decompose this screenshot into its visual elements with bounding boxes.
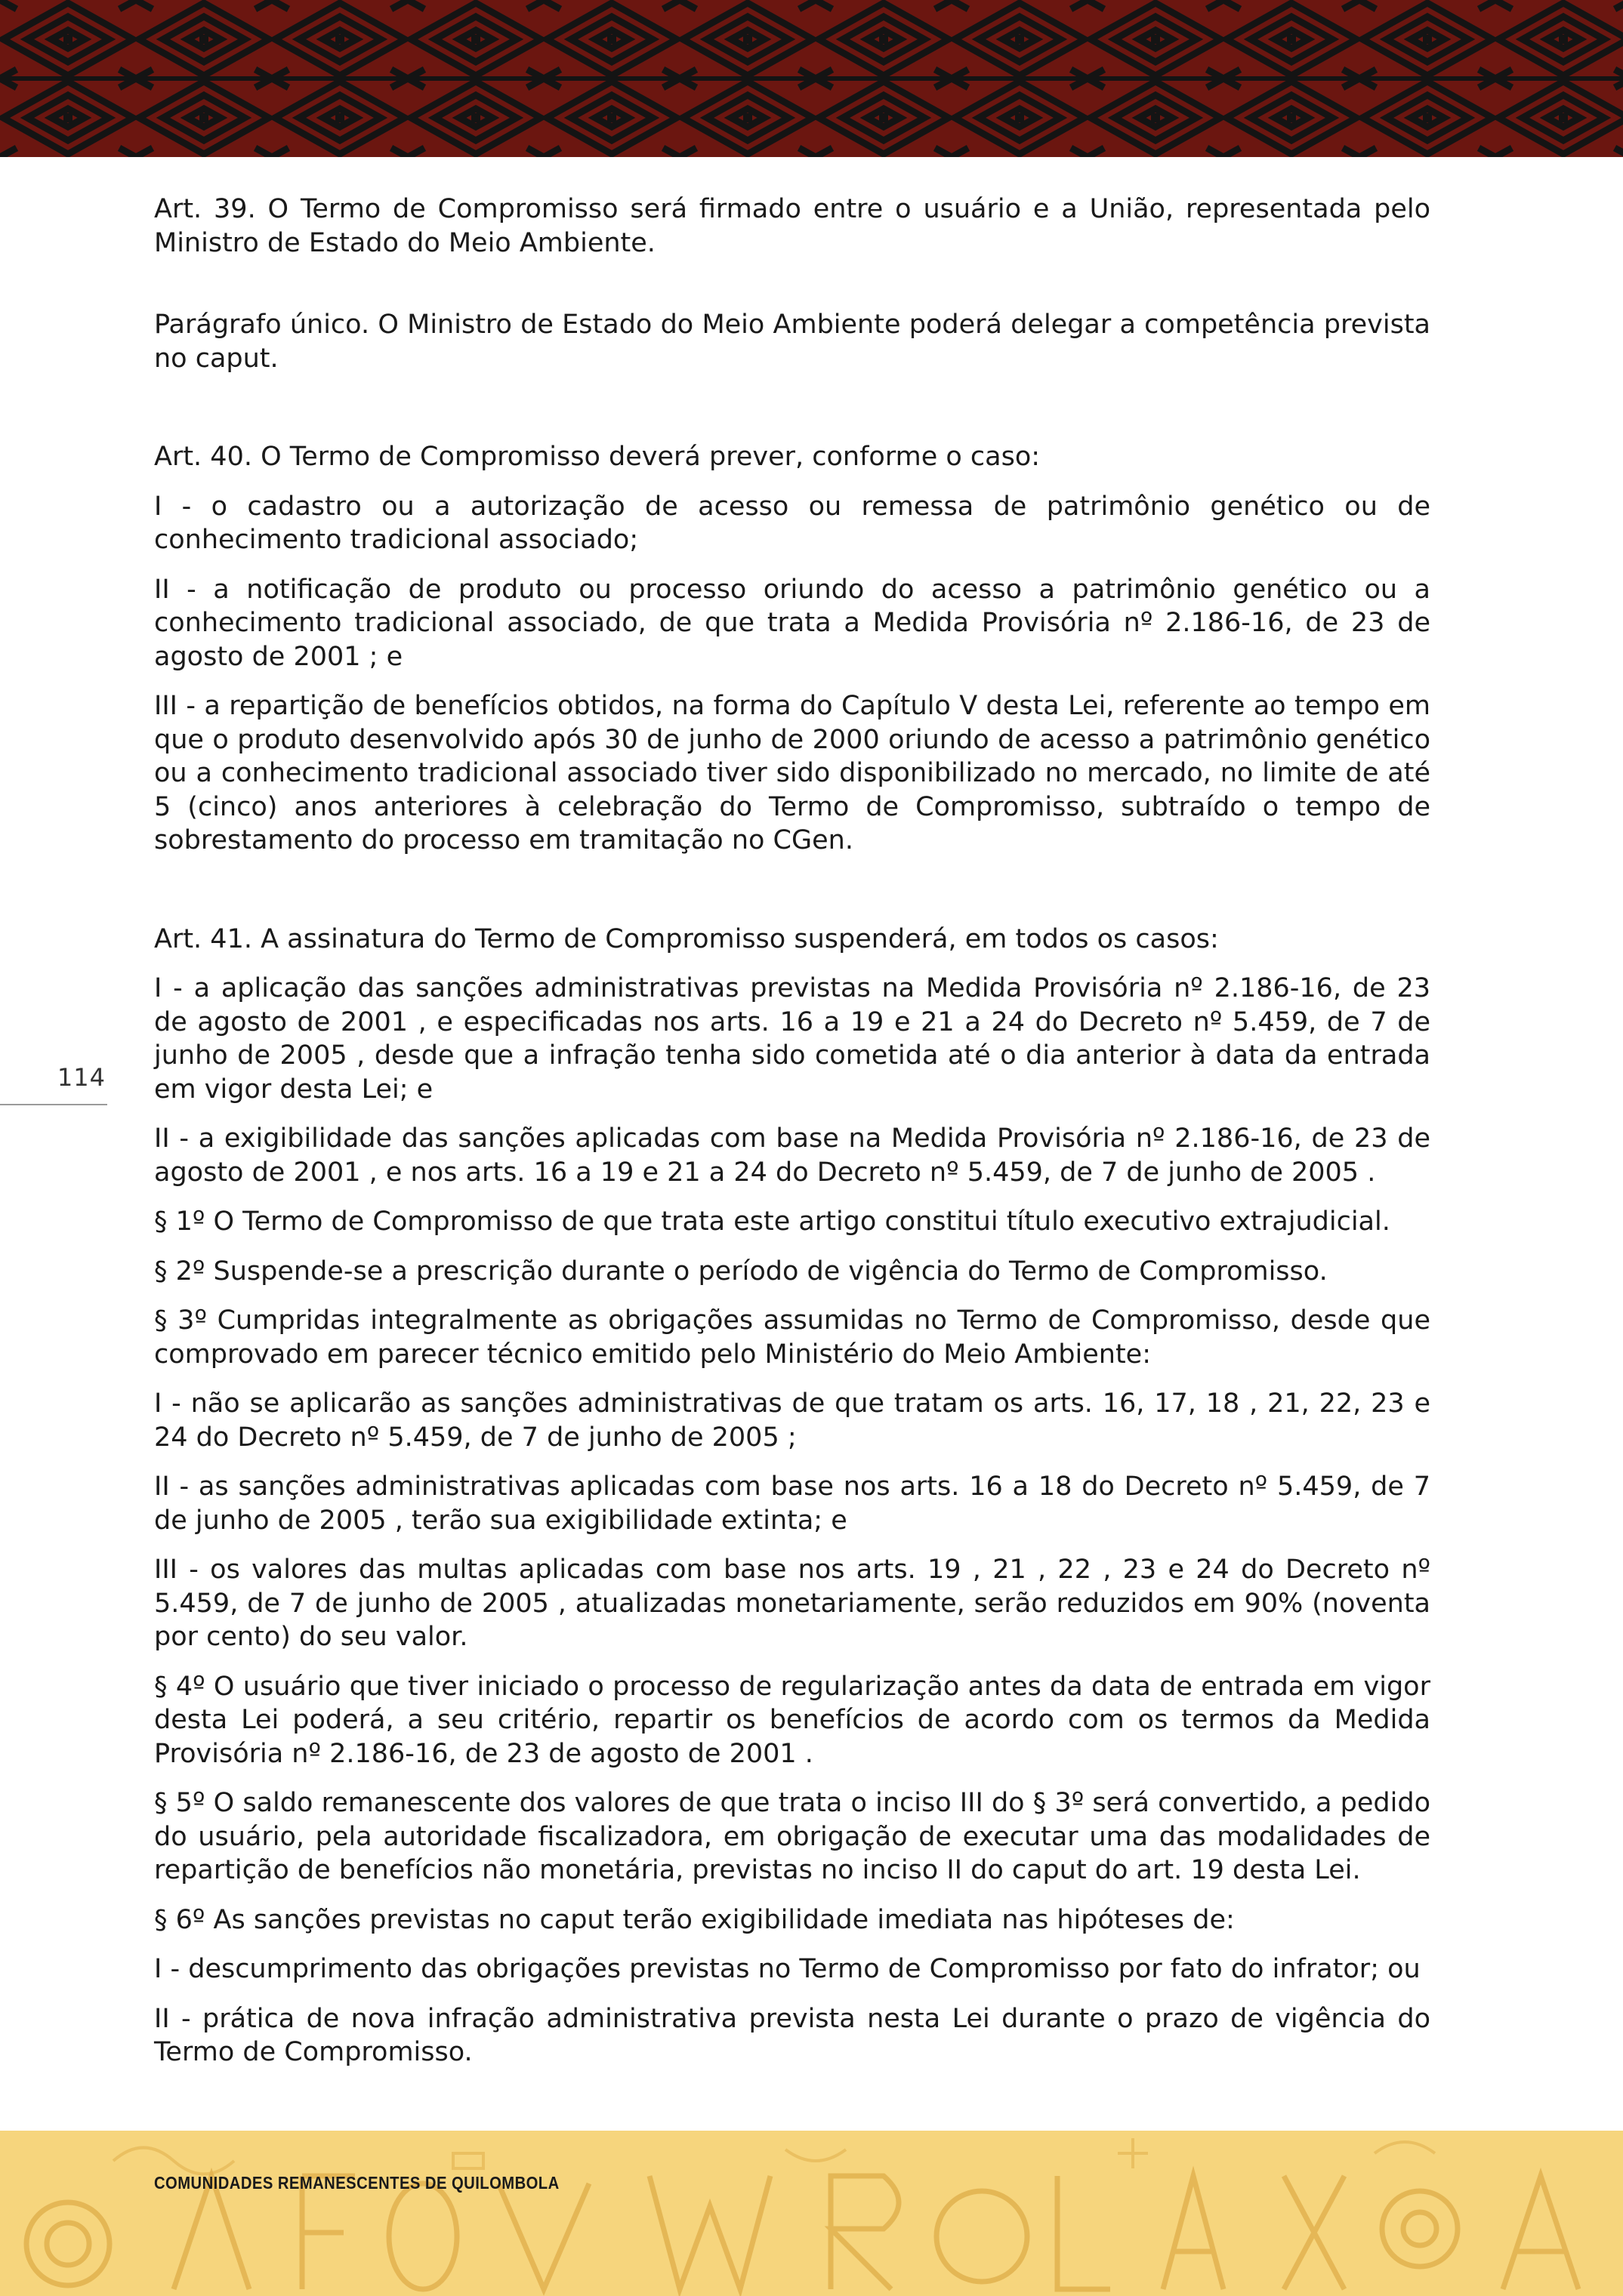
- page-number-divider: [0, 1104, 107, 1105]
- page-number: 114: [57, 1063, 106, 1092]
- article-41-paragraph-6: § 6º As sanções previstas no caput terão exigibilidade imediata nas hipóteses de:: [154, 1904, 1235, 1935]
- footer-title: COMUNIDADES REMANESCENTES DE QUILOMBOLA: [154, 2173, 560, 2193]
- header-pattern-band: [0, 0, 1623, 157]
- article-40-inciso-ii: II - a notificação de produto ou processo oriundo do acesso a patrimônio genético ou a conhecimento tradicional associado, de que trata a Medida Provisória nº 2.186-16, de 23 de agosto de 2001 ; e: [154, 574, 1430, 672]
- article-40: Art. 40. O Termo de Compromisso deverá prever, conforme o caso:: [154, 442, 1041, 472]
- paragraph-3-inciso-ii: II - as sanções administrativas aplicadas com base nos arts. 16 a 18 do Decreto nº 5.459, de 7 de junho de 2005 , terão sua exigibilidade extinta; e: [154, 1472, 1430, 1536]
- article-41-paragraph-1: § 1º O Termo de Compromisso de que trata este artigo constitui título executivo extrajudicial.: [154, 1207, 1390, 1237]
- article-41-inciso-i: I - a aplicação das sanções administrativas previstas na Medida Provisória nº 2.186-16, de 23 de agosto de 2001 , e especificadas nos arts. 16 a 19 e 21 a 24 do Decreto nº 5.459, de 7 de junho de 2005 , desde que a infração tenha sido cometida até o dia anterior à data da entrada em vigor desta Lei; e: [154, 973, 1430, 1105]
- article-41-paragraph-5: § 5º O saldo remanescente dos valores de que trata o inciso III do § 3º será convertido, a pedido do usuário, pela autoridade fiscalizadora, em obrigação de executar uma das modalidades de repartição de benefícios não monetária, previstas no inciso II do caput do art. 19 desta Lei.: [154, 1788, 1430, 1885]
- article-40-inciso-i: I - o cadastro ou a autorização de acesso ou remessa de patrimônio genético ou de conhecimento tradicional associado;: [154, 491, 1430, 555]
- footer-pattern-band: [0, 2131, 1623, 2296]
- paragraph-3-inciso-i: I - não se aplicarão as sanções administrativas de que tratam os arts. 16, 17, 18 , 21, 22, 23 e 24 do Decreto nº 5.459, de 7 de junho de 2005 ;: [154, 1388, 1430, 1453]
- article-39-paragraph-unico: Parágrafo único. O Ministro de Estado do Meio Ambiente poderá delegar a competência prevista no caput.: [154, 310, 1430, 374]
- article-41-inciso-ii: II - a exigibilidade das sanções aplicadas com base na Medida Provisória nº 2.186-16, de 23 de agosto de 2001 , e nos arts. 16 a 19 e 21 a 24 do Decreto nº 5.459, de 7 de junho de 2005 .: [154, 1123, 1430, 1188]
- article-41-paragraph-4: § 4º O usuário que tiver iniciado o processo de regularização antes da data de entrada em vigor desta Lei poderá, a seu critério, repartir os benefícios de acordo com os termos da Medida Provisória nº 2.186-16, de 23 de agosto de 2001 .: [154, 1671, 1430, 1769]
- paragraph-6-inciso-i: I - descumprimento das obrigações previstas no Termo de Compromisso por fato do infrator; ou: [154, 1954, 1421, 1984]
- article-41-paragraph-2: § 2º Suspende-se a prescrição durante o período de vigência do Termo de Compromisso.: [154, 1256, 1328, 1287]
- paragraph-6-inciso-ii: II - prática de nova infração administrativa prevista nesta Lei durante o prazo de vigência do Termo de Compromisso.: [154, 2003, 1430, 2067]
- paragraph-3-inciso-iii: III - os valores das multas aplicadas com base nos arts. 19 , 21 , 22 , 23 e 24 do Decreto nº 5.459, de 7 de junho de 2005 , atualizadas monetariamente, serão reduzidos em 90% (noventa por cento) do seu valor.: [154, 1555, 1430, 1652]
- document-body: [154, 193, 1430, 2069]
- article-41-paragraph-3: § 3º Cumpridas integralmente as obrigações assumidas no Termo de Compromisso, desde que comprovado em parecer técnico emitido pelo Ministério do Meio Ambiente:: [154, 1305, 1430, 1370]
- article-40-inciso-iii: III - a repartição de benefícios obtidos, na forma do Capítulo V desta Lei, referente ao tempo em que o produto desenvolvido após 30 de junho de 2000 oriundo de acesso a patrimônio genético ou a conhecimento tradicional associado tiver sido disponibilizado no mercado, no limite de até 5 (cinco) anos anteriores à celebração do Termo de Compromisso, subtraído o tempo de sobrestamento do processo em tramitação no CGen.: [154, 691, 1430, 855]
- article-39: Art. 39. O Termo de Compromisso será firmado entre o usuário e a União, representada pelo Ministro de Estado do Meio Ambiente.: [154, 194, 1430, 258]
- article-41: Art. 41. A assinatura do Termo de Compromisso suspenderá, em todos os casos:: [154, 923, 1219, 954]
